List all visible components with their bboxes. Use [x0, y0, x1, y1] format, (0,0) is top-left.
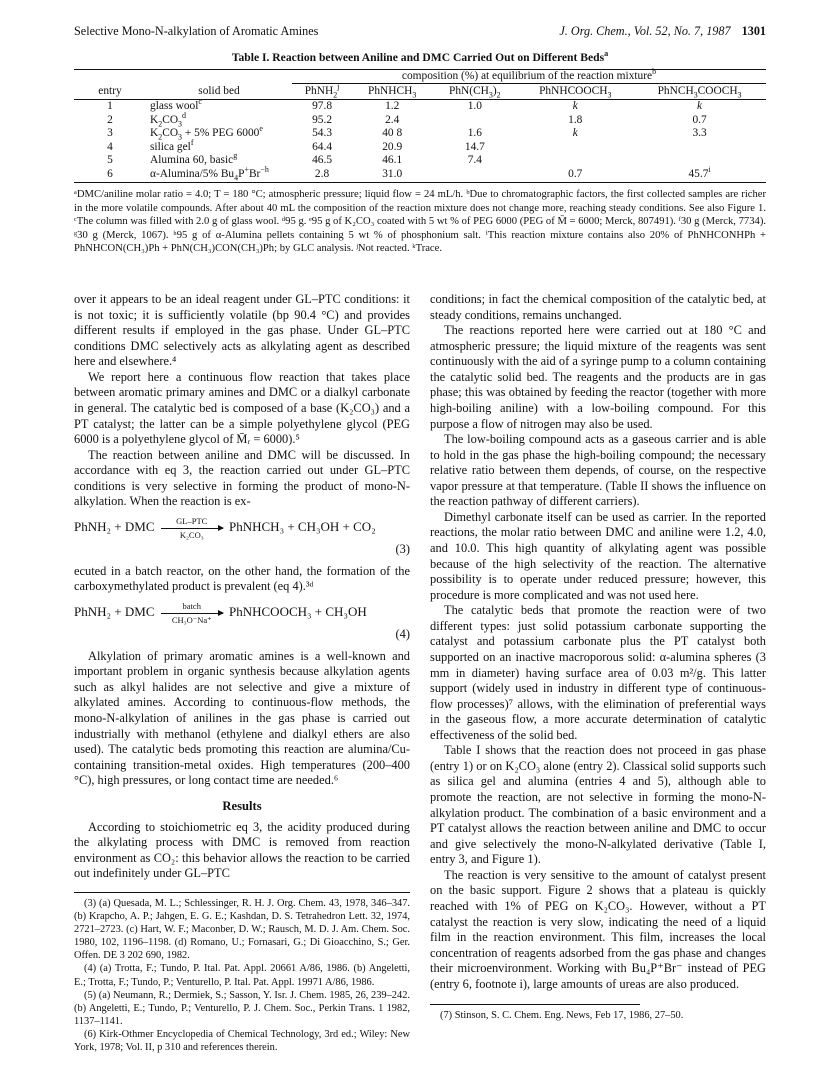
cell-solid-bed: α-Alumina/5% $Bu_4P^+Br^{-h}$: [146, 168, 292, 183]
equation-4-number: (4): [395, 627, 410, 642]
equation-3: [74, 516, 410, 540]
cell-value-text: 45.7: [688, 167, 709, 180]
table-group-header-row: [74, 69, 766, 83]
eq4-products: PhNHCOOCH₃ + CH₃OH: [229, 604, 367, 620]
col-header-phnhcooch3: PhNHCOOCH$_3$: [517, 84, 633, 100]
reference-item: (5) (a) Neumann, R.; Dermiek, S.; Sasson, Y. Isr. J. Chem. 1985, 26, 239–242. (b) Angeletti, E.; Tundo, P.; Venturello, P. J. Chem. Soc., Perkin Trans. 1 1982, 1137–1141.: [74, 989, 410, 1027]
table-group-header: [292, 66, 766, 83]
cell-solid-bed: $K_2CO_3 + 5\%$ PEG 6000e: [150, 124, 263, 142]
cell-solid-bed: silica gel$^f$: [150, 138, 194, 153]
references-right: [430, 1004, 684, 1022]
paragraph: The catalytic beds that promote the reaction were of two different types: just solid potassium carbonate supporting the catalyst and potassium carbonate plus the PT catalyst both supported on an inactive macroporous solid: α-alumina spheres (3 mm in diameter) having surface area of 0.03 m²/g. This latter support (widely used in industry in different type of continuous-flow processes)⁷ allows, with the elimination of preferential ways in the gaseous flow, a more accurate determination of catalytic effectiveness of the solid bed.: [430, 603, 766, 742]
reaction-arrow-icon: [161, 601, 223, 625]
bed-text: silica gel: [150, 140, 191, 153]
cell-value: [517, 154, 633, 167]
cell-entry: 1: [107, 100, 113, 113]
cell-value: 31.0: [352, 168, 432, 183]
cell-value: 95.2: [312, 113, 333, 126]
cell-value: 3.3: [692, 127, 707, 140]
section-heading: Results: [222, 798, 262, 813]
cell-solid-bed: Alumina 60, basic$^g$: [150, 151, 238, 167]
col-header-phnch3cooch3: $PhNCH_3COOCH_3$: [633, 84, 766, 100]
running-header: [74, 24, 766, 42]
cell-value: 2.4: [385, 113, 400, 126]
journal-page: [74, 24, 766, 1054]
bed-text: Alumina 60, basic: [150, 154, 234, 167]
bed-text: glass wool: [150, 100, 199, 113]
paragraph: According to stoichiometric eq 3, the acidity produced during the alkylating process with DMC is removed from reaction environment as CO₂: this behavior allows the reaction to be carried out indefinitely under GL–PTC: [74, 819, 410, 881]
cell-value: 46.5: [312, 154, 333, 167]
paragraph: The reaction is very sensitive to the amount of catalyst present on the basic support. Figure 2 shows that a plateau is quickly reached with 1% of PEG on K₂CO₃. However, without a PT catalyst the reaction is very slow, indicating the need of a liquid film in the reaction environment. This film, increases the local concentration of reagents adsorbed from the gas phase and changes their microenvironment. Working with Bu₄P⁺Br⁻ instead of PEG (entry 6, footnote i), large amounts of ureas are also produced.: [430, 867, 766, 991]
paragraph: The reaction between aniline and DMC will be discussed. In accordance with eq 3, the reaction carried out under GL–PTC conditions is very selective in forming the product of mono-N-alkylation. When the reaction is ex-: [74, 447, 410, 509]
paragraph: Dimethyl carbonate itself can be used as carrier. In the reported reactions, the molar ratio between DMC and aniline were 1.2, 4.0, and 10.0. This high quantity of alkylating agent was possible because of the high selectivity of the reaction. The alternative possibility is to operate under reduced pressure; however, this procedure is more complicated and was not used here.: [430, 509, 766, 602]
running-header-journal: [559, 24, 766, 39]
eq3-reactants: PhNH₂ + DMC: [74, 519, 155, 535]
cell-value: 20.9: [382, 140, 403, 153]
table-footnotes: ᵃDMC/aniline molar ratio = 4.0; T = 180 °C; atmospheric pressure; liquid flow = 24 mL/h. ᵇDue to chromatographic factors, the first collected samples are richer in the more volatile compounds. After about 40 mL the composition of the reaction mixture does not change more, reaching steady conditions. See also Figure 1. ᶜThe column was filled with 2.0 g of glass wool. ᵈ95 g. ᵉ95 g of K₂CO₃ coated with 5 wt % of PEG 6000 (PEG of M̄ = 6000; Merck, 807491). ᶠ30 g (Merck, 7734). ᵍ30 g (Merck, 1067). ʰ95 g of α-Alumina pellets containing 5 wt % of phosphonium salt. ⁱThis reaction mixture contains also 20% of PhNHCONHPh + PhNHCON(CH₃)Ph + PhN(CH₃)CON(CH₃)Ph; by GLC analysis. ʲNot reacted. ᵏTrace.: [74, 189, 766, 255]
group-header-text: composition (%) at equilibrium of the reaction mixture: [401, 69, 653, 82]
equation-4-body: [74, 601, 367, 625]
cell-value: 7.4: [467, 154, 482, 167]
paragraph: conditions; in fact the chemical composition of the catalytic bed, at steady conditions, remains unchanged.: [430, 292, 766, 322]
paragraph: Alkylation of primary aromatic amines is a well-known and important problem in organic synthesis because alkylation agents such as alkyl halides are not selective and give a mixture of alkylated amines. According to continuous-flow methods, the mono-N-alkylation of anilines in the gas phase is carried out industrially with methanol (ethylene and dialkyl ethers are also used). The catalytic beds promoting this reaction are alumina/Cu-containing transition-metal oxides. High temperatures (200–400 °C), high pressures, or long contact time are needed.⁶: [74, 648, 410, 788]
cell-value: 45.7$^i$: [633, 168, 766, 183]
cell-entry: 2: [107, 113, 113, 126]
cell-value: 2.8: [292, 168, 352, 183]
reference-item: (7) Stinson, S. C. Chem. Eng. News, Feb 17, 1986, 27–50.: [440, 1010, 684, 1022]
cell-value: 54.3: [312, 127, 333, 140]
two-column-body: [74, 292, 766, 1054]
reaction-arrow-icon: [161, 516, 223, 540]
cell-value: [432, 168, 517, 183]
table-row: [74, 127, 766, 140]
table-header-row: [74, 84, 766, 100]
cell-value: k: [697, 100, 703, 113]
eq3-products: PhNHCH₃ + CH₃OH + CO₂: [229, 519, 376, 535]
equation-4: [74, 601, 410, 625]
cell-value: 1.2: [385, 100, 400, 113]
table-row: [74, 168, 766, 183]
cell-value: [633, 141, 766, 154]
col-header-solid-bed: solid bed: [146, 84, 292, 100]
cell-value: 0.7: [692, 113, 707, 126]
cell-value: 46.1: [382, 154, 403, 167]
cell-entry: 3: [107, 127, 113, 140]
paragraph: Table I shows that the reaction does not proceed in gas phase (entry 1) or on K₂CO₃ alone (entry 2). Classical solid supports such as silica gel and alumina (entries 4 and 5), although able to promote the reaction, are not selective in forming the mono-N-alkylation product. The combination of a basic environment and a PT catalyst allows the reaction between aniline and DMC to occur and give selectively the mono-N-alkylated derivative (Table I, entry 3, and Figure 1).: [430, 743, 766, 867]
col-header-phnh2: PhNH$_2^j$: [292, 84, 352, 100]
table-title: [74, 51, 766, 66]
paragraph: The reactions reported here were carried out at 180 °C and atmospheric pressure; the liquid mixture of the reagents was sent continuously with the aid of a syringe pump to a column containing the catalytic solid bed. The reagents and the products are in gas phase; this was obtained by feeding the reactor (together with more high-boiling aniline) with a low-boiling compound. For this purpose a flow of nitrogen may also be used.: [430, 323, 766, 431]
results-table: [74, 66, 766, 184]
equation-3-body: [74, 516, 376, 540]
cell-entry: 5: [107, 154, 113, 167]
cell-value: [517, 141, 633, 154]
cell-value: 1.0: [467, 100, 482, 113]
paragraph: ecuted in a batch reactor, on the other hand, the formation of the carboxymethylated product is prevalent (eq 4).³ᵈ: [74, 563, 410, 594]
reference-item: (4) (a) Trotta, F.; Tundo, P. Ital. Pat. Appl. 20661 A/86, 1986. (b) Angeletti, E.; Trotta, F.; Tundo, P.; Venturello, P. Ital. Pat. Appl. 19971 A/86, 1986.: [74, 963, 410, 988]
eq4-reactants: PhNH₂ + DMC: [74, 604, 155, 620]
page-number: 1301: [741, 24, 766, 38]
table-title-text: Table I. Reaction between Aniline and DMC Carried Out on Different Beds: [231, 51, 605, 64]
cell-entry: 4: [107, 140, 113, 153]
journal-citation: J. Org. Chem., Vol. 52, No. 7, 1987: [559, 24, 731, 38]
cell-entry: 6: [74, 168, 146, 183]
cell-value: 97.8: [312, 100, 333, 113]
cell-value: k: [572, 127, 578, 140]
cell-value: 1.8: [568, 113, 583, 126]
right-column: [430, 292, 766, 1054]
eq4-condition-below: CH₃O⁻Na⁺: [171, 614, 212, 625]
paragraph: The low-boiling compound acts as a gaseous carrier and is able to hold in the gas phase the high-boiling compound; the necessary relative ratio between them depends, of course, on the respective vapor pressure at that temperature. (Table II shows the influence on the reaction pathway of different carriers).: [430, 432, 766, 509]
cell-value: 14.7: [464, 140, 485, 153]
cell-value: 64.4: [312, 140, 333, 153]
table-row: [74, 154, 766, 167]
col-header-phnhch3: PhNHCH$_3$: [352, 84, 432, 100]
table-row: [74, 100, 766, 114]
table-row: [74, 114, 766, 127]
running-header-title: Selective Mono-N-alkylation of Aromatic Amines: [74, 24, 319, 38]
col-header-entry: entry: [74, 84, 146, 100]
cell-value: k: [572, 100, 578, 113]
eq4-condition-above: batch: [182, 600, 201, 611]
reference-item: (6) Kirk-Othmer Encyclopedia of Chemical Technology, 3rd ed.; Wiley: New York, 1978; Vol. II, p 310 and references therein.: [74, 1028, 410, 1054]
paragraph: over it appears to be an ideal reagent under GL–PTC conditions: it is not toxic; it is sufficiently volatile (bp 90.4 °C) and provides different results if employed in the gas phase. Under GL–PTC conditions DMC selectively acts as alkylating agent as described here and elsewhere.⁴: [74, 292, 410, 369]
cell-solid-bed: $K_2CO_3^d$: [150, 111, 187, 129]
group-header-note: b: [652, 66, 657, 76]
cell-value: [432, 114, 517, 127]
eq3-condition-above: GL–PTC: [176, 515, 208, 526]
cell-value: 40 8: [382, 127, 403, 140]
eq3-condition-below: K₂CO₃: [179, 529, 204, 540]
paragraph: We report here a continuous flow reaction that takes place between aromatic primary amines and DMC or a dialkyl carbonate in general. The catalytic bed is composed of a base (K₂CO₃) and a PT catalyst; the latter can be a simple polyethylene glycol (PEG 6000 is a polyethylene glycol of M̄ᵣ = 6000).⁵: [74, 369, 410, 447]
references-left: [74, 892, 410, 1054]
table-title-note: a: [604, 49, 609, 59]
cell-solid-bed: glass wool$^c$: [150, 97, 202, 113]
cell-value: 1.6: [467, 127, 482, 140]
cell-value: [633, 154, 766, 167]
col-header-phnch32: $PhN(CH_3)_2$: [432, 84, 517, 100]
table-row: [74, 141, 766, 154]
reference-item: (3) (a) Quesada, M. L.; Schlessinger, R. H. J. Org. Chem. 43, 1978, 346–347. (b) Krapcho, A. P.; Jahgen, E. G. E.; Kashdan, D. S. Tetrahedron Lett. 32, 1974, 2721–2723. (c) Hart, W. F.; Maconber, D. W.; Rausch, M. D. J. Am. Chem. Soc. 1980, 102, 1196–1198. (d) Romano, U.; Fornasari, G.; Di Gioacchino, S.; Ger. Offen. DE 3 202 690, 1982.: [74, 897, 410, 962]
equation-3-number: (3): [395, 542, 410, 557]
left-column: [74, 292, 410, 1054]
cell-value: 0.7: [517, 168, 633, 183]
